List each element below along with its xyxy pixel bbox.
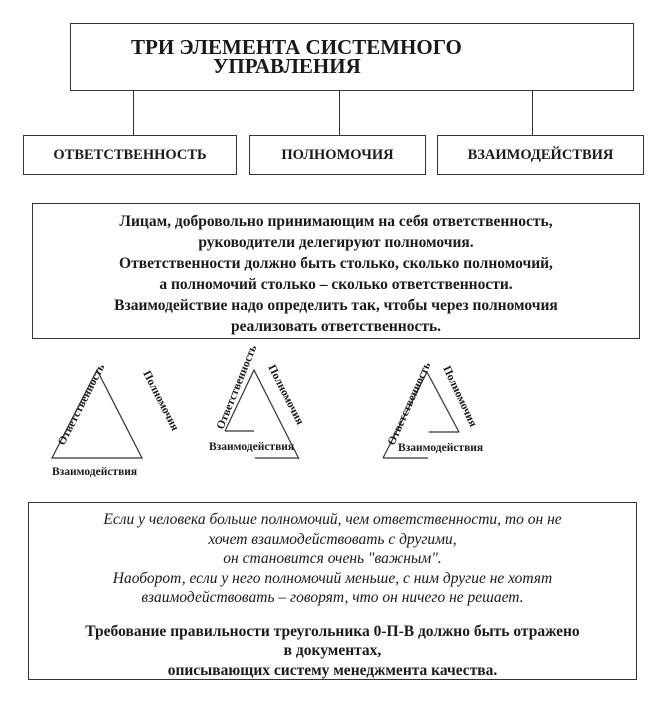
title-line-2: УПРАВЛЕНИЯ [213, 54, 361, 78]
triangle-3-left-label: Ответственность [385, 360, 434, 448]
triangle-1-bottom-label: Взаимодействия [52, 466, 138, 478]
principle-line: руководители делегируют полномочия. [198, 234, 474, 251]
requirement-line: описывающих систему менеджмента качества. [167, 661, 498, 679]
triangle-1-left-label: Ответственность [55, 362, 108, 448]
principle-line: Ответственности должно быть столько, сколько полномочий, [119, 255, 553, 272]
title-line-1: ТРИ ЭЛЕМЕНТА СИСТЕМНОГО [131, 35, 462, 59]
note-line: Наоборот, если у него полномочий меньше, с ним другие не хотят [112, 569, 553, 587]
triangle-2-right-label: Полномочия [265, 362, 306, 427]
notes-box [28, 502, 637, 680]
note-line: взаимодействовать – говорят, что он ничего не решает. [141, 589, 524, 606]
triangle-2-bottom-label: Взаимодействия [209, 441, 295, 453]
triangle-3-right-label: Полномочия [440, 364, 479, 429]
note-line: он становится очень "важным". [223, 550, 442, 567]
element-responsibility: ОТВЕТСТВЕННОСТЬ [23, 135, 237, 175]
element-authority: ПОЛНОМОЧИЯ [249, 135, 426, 175]
triangle-1-right-label: Полномочия [140, 368, 181, 433]
note-line: хочет взаимодействовать с другими, [208, 530, 457, 548]
element-interaction: ВЗАИМОДЕЙСТВИЯ [437, 135, 644, 175]
requirement-line: Требование правильности треугольника 0-П-В должно быть отражено [85, 622, 580, 640]
principle-line: Лицам, добровольно принимающим на себя ответственность, [119, 213, 553, 230]
principle-line: Взаимодействие надо определить так, чтобы через полномочия [114, 297, 558, 314]
requirement-line: в документах, [283, 642, 382, 659]
triangle-2-left-label: Ответственность [214, 343, 260, 432]
note-line: Если у человека больше полномочий, чем ответственности, то он не [103, 511, 562, 528]
principle-line: реализовать ответственность. [230, 318, 442, 335]
principle-line: а полномочий столько – сколько ответственности. [159, 276, 513, 293]
triangle-3-bottom-label: Взаимодействия [398, 442, 484, 454]
